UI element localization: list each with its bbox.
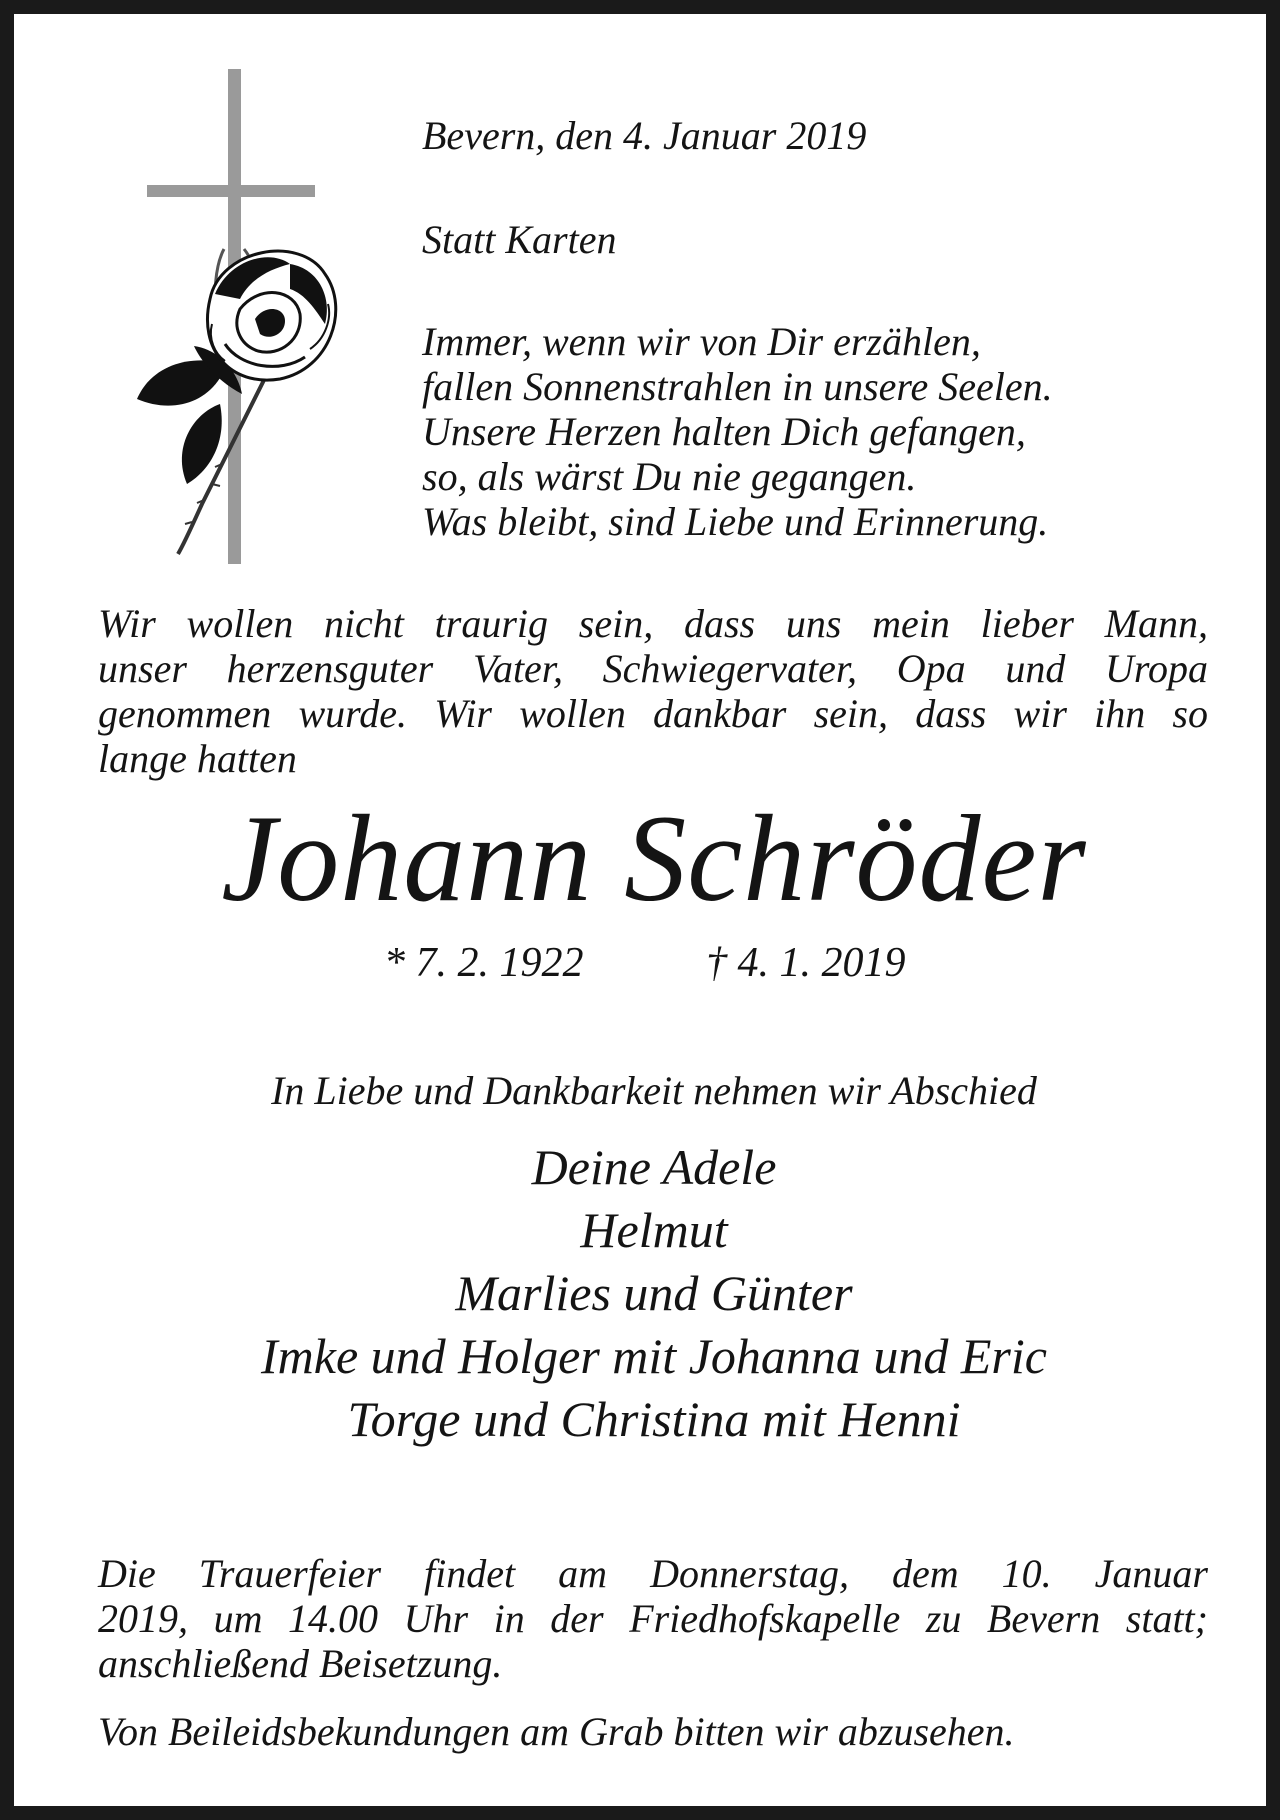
condolence-note: Von Beileidsbekundungen am Grab bitten wir abzusehen. bbox=[98, 1709, 1015, 1754]
poem bbox=[422, 319, 1053, 544]
intro-line: lange hatten bbox=[98, 736, 297, 781]
family-member: Imke und Holger mit Johanna und Eric bbox=[261, 1328, 1047, 1384]
place-date: Bevern, den 4. Januar 2019 bbox=[422, 113, 867, 158]
cross-with-rose-illustration bbox=[132, 64, 362, 569]
intro-line: Wir wollen nicht traurig sein, dass uns mein lieber Mann, bbox=[98, 601, 1208, 646]
poem-line: so, als wärst Du nie gegangen. bbox=[422, 454, 917, 499]
birth-date: * 7. 2. 1922 bbox=[384, 940, 584, 986]
service-info bbox=[98, 1551, 1208, 1686]
farewell-line: In Liebe und Dankbarkeit nehmen wir Abschied bbox=[271, 1068, 1037, 1113]
service-line: 2019, um 14.00 Uhr in der Friedhofskapelle zu Bevern statt; bbox=[98, 1596, 1208, 1641]
poem-line: fallen Sonnenstrahlen in unsere Seelen. bbox=[422, 364, 1053, 409]
family-member: Torge und Christina mit Henni bbox=[347, 1391, 961, 1447]
statt-karten: Statt Karten bbox=[422, 217, 617, 262]
poem-line: Was bleibt, sind Liebe und Erinnerung. bbox=[422, 499, 1049, 544]
poem-line: Unsere Herzen halten Dich gefangen, bbox=[422, 409, 1026, 454]
poem-line: Immer, wenn wir von Dir erzählen, bbox=[422, 319, 981, 364]
deceased-name: Johann Schröder bbox=[221, 790, 1087, 927]
death-date: † 4. 1. 2019 bbox=[706, 940, 906, 986]
intro-line: genommen wurde. Wir wollen dankbar sein, dass wir ihn so bbox=[98, 691, 1208, 736]
family-member: Marlies und Günter bbox=[455, 1265, 853, 1321]
family-member: Helmut bbox=[580, 1202, 728, 1258]
intro-paragraph bbox=[98, 601, 1208, 781]
service-line: Die Trauerfeier findet am Donnerstag, dem 10. Januar bbox=[98, 1551, 1208, 1596]
service-line: anschließend Beisetzung. bbox=[98, 1641, 503, 1686]
family-member: Deine Adele bbox=[531, 1139, 777, 1195]
intro-line: unser herzensguter Vater, Schwiegervater, Opa und Uropa bbox=[98, 646, 1208, 691]
family-list bbox=[14, 1136, 1280, 1451]
